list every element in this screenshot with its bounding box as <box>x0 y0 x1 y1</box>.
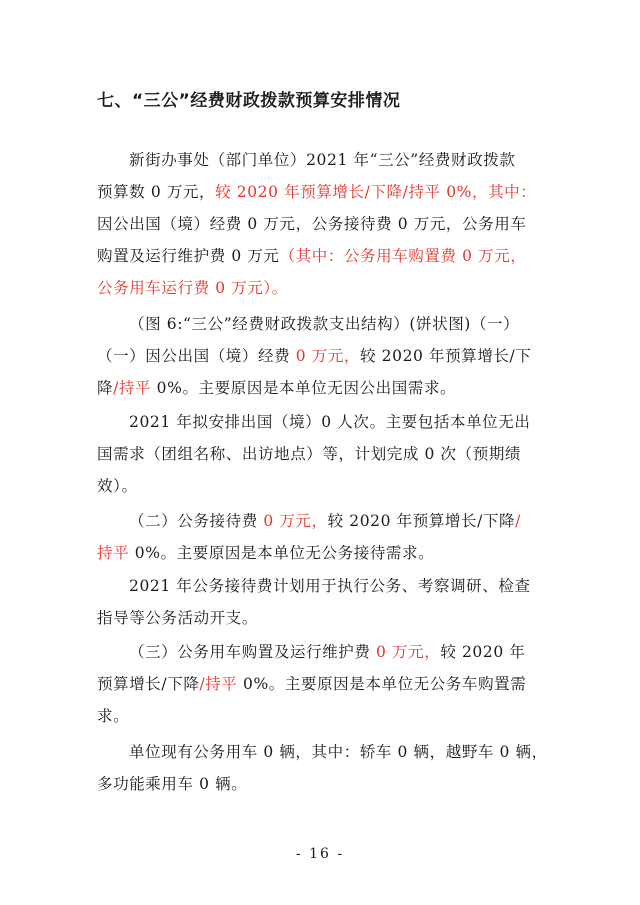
paragraph-budget-summary <box>97 144 547 304</box>
highlight-text: （其中：公务用车购置费 0 万元， <box>279 247 527 265</box>
figure-caption-block <box>97 308 547 404</box>
paragraph-overseas-travel <box>97 406 547 502</box>
text-run: 较 2020 年预算增长/下降 <box>327 512 516 530</box>
text-line <box>97 372 547 404</box>
text-run: （二）公务接待费 <box>129 512 264 530</box>
paragraph-reception <box>97 505 547 569</box>
text-run: 降 <box>97 379 114 397</box>
paragraph-vehicles <box>97 636 547 732</box>
text-line <box>97 636 547 668</box>
text-line: 新街办事处（部门单位）2021 年“三公”经费财政拨款 <box>129 151 516 169</box>
text-run: 较 2020 年预算增长/下 <box>360 347 532 365</box>
highlight-text: /持平 <box>199 675 238 693</box>
page-number: - 16 - <box>295 846 345 862</box>
text-line: 多功能乘用车 0 辆。 <box>97 775 248 793</box>
highlight-text: / <box>515 512 521 530</box>
text-line: 因公出国（境）经费 0 万元，公务接待费 0 万元，公务用车 <box>97 215 527 233</box>
text-run: 购置及运行维护费 0 万元 <box>97 247 280 265</box>
text-run: 预算增长/下降 <box>97 675 200 693</box>
paragraph-vehicle-count <box>97 736 547 800</box>
text-run: 预算数 0 万元， <box>97 183 216 201</box>
highlight-text: 0 万元， <box>295 347 361 365</box>
paragraph-reception-plan <box>97 570 547 634</box>
text-run: （一）因公出国（境）经费 <box>97 347 296 365</box>
text-line <box>97 176 547 208</box>
highlight-text: /持平 <box>113 379 152 397</box>
text-line: 单位现有公务用车 0 辆，其中：轿车 0 辆，越野车 0 辆， <box>129 743 548 761</box>
text-run: 0%。主要原因是本单位无公务接待需求。 <box>129 544 435 562</box>
text-line: 指导等公务活动开支。 <box>97 609 259 627</box>
highlight-text: 持平 <box>97 544 130 562</box>
text-line: 效）。 <box>97 477 138 495</box>
section-heading: 七、“三公”经费财政拨款预算安排情况 <box>97 91 401 111</box>
text-line <box>97 537 547 569</box>
text-run: 0%。主要原因是本单位无因公出国需求。 <box>151 379 457 397</box>
text-line <box>97 240 547 272</box>
highlight-text: 较 2020 年预算增长/下降/持平 0%，其中： <box>215 183 537 201</box>
text-run: （三）公务用车购置及运行维护费 <box>129 643 377 661</box>
text-line <box>97 668 547 700</box>
text-line <box>97 505 547 537</box>
highlight-text-line: 公务用车运行费 0 万元）。 <box>97 279 288 297</box>
text-line <box>97 340 547 372</box>
text-line: 2021 年公务接待费计划用于执行公务、考察调研、检查 <box>129 577 531 595</box>
text-line: 国需求（团组名称、出访地点）等，计划完成 0 次（预期绩 <box>97 445 522 463</box>
text-line: 2021 年拟安排出国（境）0 人次。主要包括本单位无出 <box>129 413 531 431</box>
text-line: 求。 <box>97 707 130 725</box>
highlight-text: 0 万元， <box>376 643 441 661</box>
figure-caption: （图 6:“三公”经费财政拨款支出结构）(饼状图)（一） <box>129 315 520 333</box>
highlight-text: 0 万元， <box>263 512 328 530</box>
text-run: 较 2020 年 <box>440 643 526 661</box>
text-run: 0%。主要原因是本单位无公务车购置需 <box>237 675 527 693</box>
